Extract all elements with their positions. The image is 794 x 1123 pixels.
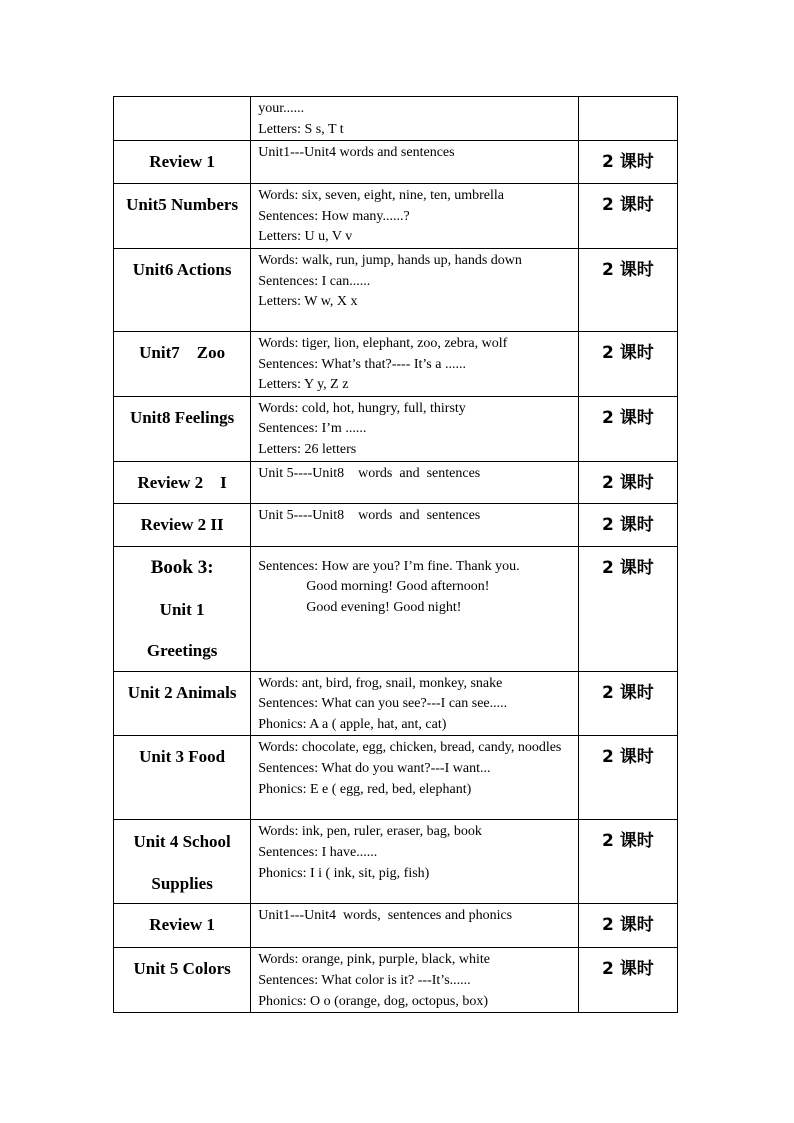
unit-title-line: Greetings bbox=[146, 640, 218, 660]
content-cell bbox=[251, 904, 579, 948]
table-row bbox=[114, 904, 678, 948]
hours-cell bbox=[578, 97, 677, 141]
content-line: Words: tiger, lion, elephant, zoo, zebra, wolf bbox=[258, 335, 508, 351]
content-line: Sentences: How are you? I’m fine. Thank you. bbox=[258, 558, 520, 574]
hours-cell bbox=[578, 820, 677, 904]
content-line: Unit1---Unit4 words and sentences bbox=[258, 145, 455, 161]
content-line: Phonics: E e ( egg, red, bed, elephant) bbox=[258, 781, 472, 797]
unit-cell bbox=[114, 184, 251, 249]
content-cell bbox=[251, 331, 579, 396]
content-cell bbox=[251, 546, 579, 671]
table-row bbox=[114, 461, 678, 503]
content-line: Good morning! Good afternoon! bbox=[306, 579, 490, 595]
hours-label: 2 课时 bbox=[602, 747, 654, 768]
content-line: Words: chocolate, egg, chicken, bread, candy, noodles bbox=[258, 740, 562, 756]
content-cell bbox=[251, 461, 579, 503]
content-line: Sentences: What color is it? ---It’s...... bbox=[258, 972, 471, 988]
content-cell bbox=[251, 503, 579, 546]
content-line: Sentences: I can...... bbox=[258, 273, 371, 289]
content-cell bbox=[251, 671, 579, 736]
table-row bbox=[114, 331, 678, 396]
table-row bbox=[114, 97, 678, 141]
table-row bbox=[114, 396, 678, 461]
unit-title: Review 2 II bbox=[140, 514, 224, 534]
unit-title: Unit5 Numbers bbox=[126, 195, 239, 215]
hours-cell bbox=[578, 671, 677, 736]
hours-cell bbox=[578, 248, 677, 331]
unit-cell bbox=[114, 948, 251, 1013]
unit-title: Review 2 I bbox=[137, 472, 227, 492]
lesson-plan-table bbox=[113, 96, 678, 1013]
content-line: Unit 5----Unit8 words and sentences bbox=[258, 507, 481, 523]
table-row bbox=[114, 141, 678, 184]
hours-cell bbox=[578, 736, 677, 820]
content-line: Good evening! Good night! bbox=[306, 599, 462, 615]
unit-cell bbox=[114, 248, 251, 331]
table-row bbox=[114, 184, 678, 249]
hours-label: 2 课时 bbox=[602, 152, 654, 173]
content-cell bbox=[251, 396, 579, 461]
content-cell bbox=[251, 248, 579, 331]
content-cell bbox=[251, 948, 579, 1013]
table-row bbox=[114, 503, 678, 546]
unit-title bbox=[114, 820, 250, 895]
content-cell bbox=[251, 184, 579, 249]
table-row bbox=[114, 820, 678, 904]
unit-title-line: Unit 4 School bbox=[133, 832, 231, 852]
unit-title: Review 1 bbox=[149, 152, 215, 172]
unit-title: Unit 3 Food bbox=[139, 747, 226, 767]
hours-cell bbox=[578, 461, 677, 503]
hours-cell bbox=[578, 503, 677, 546]
content-line: Letters: W w, X x bbox=[258, 294, 358, 310]
table-row bbox=[114, 736, 678, 820]
content-cell bbox=[251, 736, 579, 820]
content-line: Letters: 26 letters bbox=[258, 441, 357, 457]
hours-label: 2 课时 bbox=[602, 472, 654, 493]
hours-cell bbox=[578, 948, 677, 1013]
table-row bbox=[114, 248, 678, 331]
hours-label: 2 课时 bbox=[602, 959, 654, 980]
unit-cell bbox=[114, 331, 251, 396]
content-line: Sentences: What can you see?---I can see..... bbox=[258, 696, 508, 712]
unit-title-line: Book 3: bbox=[150, 556, 214, 578]
content-line: Sentences: What do you want?---I want... bbox=[258, 760, 491, 776]
hours-label: 2 课时 bbox=[602, 514, 654, 535]
content-line: Words: ant, bird, frog, snail, monkey, snake bbox=[258, 675, 503, 691]
content-line: Letters: Y y, Z z bbox=[258, 377, 349, 393]
hours-cell bbox=[578, 331, 677, 396]
unit-title: Review 1 bbox=[149, 915, 215, 935]
hours-label: 2 课时 bbox=[602, 831, 654, 852]
hours-label: 2 课时 bbox=[602, 407, 654, 428]
hours-label: 2 课时 bbox=[602, 342, 654, 363]
unit-cell bbox=[114, 97, 251, 141]
content-cell bbox=[251, 141, 579, 184]
hours-cell bbox=[578, 904, 677, 948]
content-line: your...... bbox=[258, 101, 305, 116]
unit-cell bbox=[114, 736, 251, 820]
unit-title: Unit8 Feelings bbox=[129, 407, 235, 427]
unit-title-line: Supplies bbox=[151, 874, 213, 894]
content-line: Words: six, seven, eight, nine, ten, umbrella bbox=[258, 188, 504, 204]
content-line: Phonics: A a ( apple, hat, ant, cat) bbox=[258, 716, 447, 732]
hours-cell bbox=[578, 396, 677, 461]
hours-label: 2 课时 bbox=[602, 915, 654, 936]
table-row bbox=[114, 948, 678, 1013]
content-line: Letters: U u, V v bbox=[258, 229, 353, 245]
content-cell bbox=[251, 820, 579, 904]
content-line: Sentences: I’m ...... bbox=[258, 421, 367, 437]
unit-title: Unit6 Actions bbox=[132, 259, 232, 279]
content-line: Sentences: What’s that?---- It’s a ...... bbox=[258, 356, 466, 372]
content-cell bbox=[251, 97, 579, 141]
unit-title: Unit 5 Colors bbox=[133, 959, 231, 979]
unit-cell bbox=[114, 503, 251, 546]
hours-label: 2 课时 bbox=[602, 682, 654, 703]
hours-cell bbox=[578, 141, 677, 184]
table-row bbox=[114, 546, 678, 671]
unit-title bbox=[114, 547, 250, 671]
content-line: Unit1---Unit4 words, sentences and phonics bbox=[258, 908, 513, 924]
content-line: Letters: S s, T t bbox=[258, 121, 344, 137]
hours-cell bbox=[578, 184, 677, 249]
content-line: Phonics: O o (orange, dog, octopus, box) bbox=[258, 993, 489, 1009]
content-line: Words: ink, pen, ruler, eraser, bag, book bbox=[258, 824, 482, 840]
unit-title-line: Unit 1 bbox=[159, 599, 205, 619]
unit-cell bbox=[114, 820, 251, 904]
hours-cell bbox=[578, 546, 677, 671]
unit-cell bbox=[114, 671, 251, 736]
content-line: Words: orange, pink, purple, black, white bbox=[258, 952, 490, 968]
content-line: Sentences: I have...... bbox=[258, 844, 378, 860]
unit-title: Unit 2 Animals bbox=[127, 682, 237, 702]
unit-cell bbox=[114, 546, 251, 671]
content-line: Words: walk, run, jump, hands up, hands down bbox=[258, 252, 522, 268]
content-line: Unit 5----Unit8 words and sentences bbox=[258, 465, 481, 481]
unit-cell bbox=[114, 461, 251, 503]
content-line: Words: cold, hot, hungry, full, thirsty bbox=[258, 400, 466, 416]
hours-label: 2 课时 bbox=[602, 259, 654, 280]
unit-title: Unit7 Zoo bbox=[139, 342, 226, 362]
unit-cell bbox=[114, 904, 251, 948]
unit-cell bbox=[114, 141, 251, 184]
content-line: Phonics: I i ( ink, sit, pig, fish) bbox=[258, 865, 430, 881]
hours-label: 2 课时 bbox=[602, 195, 654, 216]
hours-label: 2 课时 bbox=[602, 557, 654, 578]
unit-cell bbox=[114, 396, 251, 461]
content-line: Sentences: How many......? bbox=[258, 208, 410, 224]
table-row bbox=[114, 671, 678, 736]
